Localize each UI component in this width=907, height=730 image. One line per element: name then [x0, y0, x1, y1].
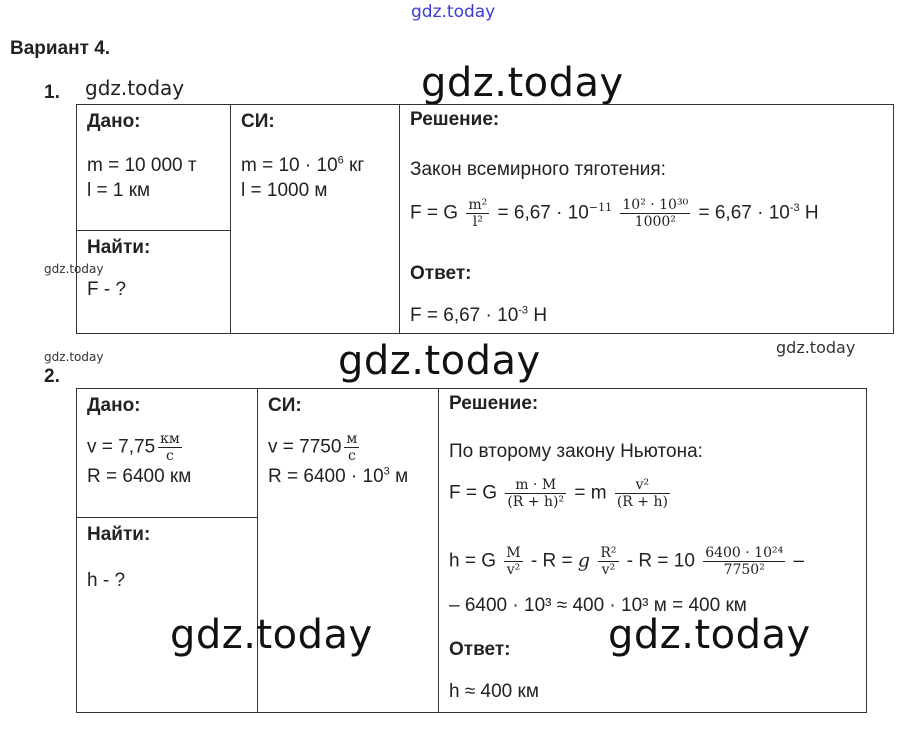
- task1-answer-header: Ответ:: [410, 263, 472, 284]
- task1-given-header: Дано:: [87, 111, 141, 132]
- task2-si-v: v = 7750 $\frac{м}{с}$: [268, 431, 358, 464]
- task1-find: F - ?: [87, 279, 127, 300]
- task2-formula-continuation: – 6400 · 10³ ≈ 400 · 10³ м = 400 км: [449, 595, 747, 616]
- task1-table: [76, 104, 894, 334]
- task1-si-cell: [231, 105, 400, 334]
- task1-si-m: $m = 10 \cdot 10^6$ кг: [241, 154, 365, 176]
- task1-find-header: Найти:: [87, 237, 151, 258]
- task2-answer-header: Ответ:: [449, 639, 511, 660]
- task1-given-m: m = 10 000 т: [87, 155, 197, 176]
- task2-solution-cell: [439, 389, 867, 713]
- watermark-large-2: gdz.today: [338, 338, 541, 384]
- task2-answer: h ≈ 400 км: [449, 681, 539, 702]
- task1-given-cell: [77, 105, 231, 231]
- watermark-large-1: gdz.today: [421, 60, 624, 106]
- task2-law: По второму закону Ньютона:: [449, 441, 703, 462]
- task2-si-r: $R = 6400 \cdot 10^3$ м: [268, 465, 409, 487]
- task1-solution-header: Решение:: [410, 109, 500, 130]
- task1-given-l: l = 1 км: [87, 180, 151, 201]
- task2-given-cell: [77, 389, 258, 518]
- watermark-right: gdz.today: [776, 338, 856, 357]
- task2-formula-height: h = G $\frac{M}{\text{v²}}$ - R = g $\frac{\text{R²}}{\text{v²}}$ - R = 10 $\frac{\text{6400 · 10²⁴}}{\text{7750²}}$ –: [449, 545, 805, 578]
- task2-solution-header: Решение:: [449, 393, 539, 414]
- variant-title: Вариант 4.: [10, 38, 111, 59]
- watermark-top: gdz.today: [411, 2, 496, 22]
- watermark-small-1: gdz.today: [44, 262, 104, 276]
- watermark-small-2: gdz.today: [44, 350, 104, 364]
- task2-formula-force: F = G $\frac{m \cdot M}{\text{(R + h)²}}$ = m $\frac{\text{v²}}{(R + h)}$: [449, 477, 668, 510]
- task1-number: 1.: [44, 82, 60, 103]
- task1-answer: $F = 6,67 \cdot 10^{-3}$ Н: [410, 304, 548, 326]
- task2-given-r: R = 6400 км: [87, 466, 192, 487]
- task1-solution-cell: [400, 105, 894, 334]
- task1-frac-values: $\frac{\text{10² · 10³⁰}}{\text{1000²}}$: [622, 197, 689, 230]
- watermark-large-4: gdz.today: [608, 612, 811, 658]
- watermark-task1-label: gdz.today: [85, 76, 185, 100]
- task1-si-header: СИ:: [241, 111, 275, 132]
- task2-given-v: v = 7,75 $\frac{км}{с}$: [87, 431, 180, 464]
- task2-number: 2.: [44, 366, 60, 387]
- task1-formula: F = G $\frac{\text{m²}}{\text{l²}}$ = $6,67 \cdot 10^{-11}$ $\frac{\text{10² · 10³⁰}}{\text{1000²}}$ = $6,67 \cdot 10^{-3}$ Н: [410, 197, 819, 230]
- watermark-large-3: gdz.today: [170, 612, 373, 658]
- task1-frac-m2-l2: $\frac{\text{m²}}{\text{l²}}$: [468, 197, 488, 230]
- task2-find: h - ?: [87, 570, 126, 591]
- task1-find-cell: [77, 231, 231, 334]
- task1-law: Закон всемирного тяготения:: [410, 159, 666, 180]
- task2-si-cell: [258, 389, 439, 713]
- task2-si-header: СИ:: [268, 395, 302, 416]
- task2-table: [76, 388, 867, 713]
- task1-si-l: l = 1000 м: [241, 180, 328, 201]
- task2-given-header: Дано:: [87, 395, 141, 416]
- task2-find-header: Найти:: [87, 524, 151, 545]
